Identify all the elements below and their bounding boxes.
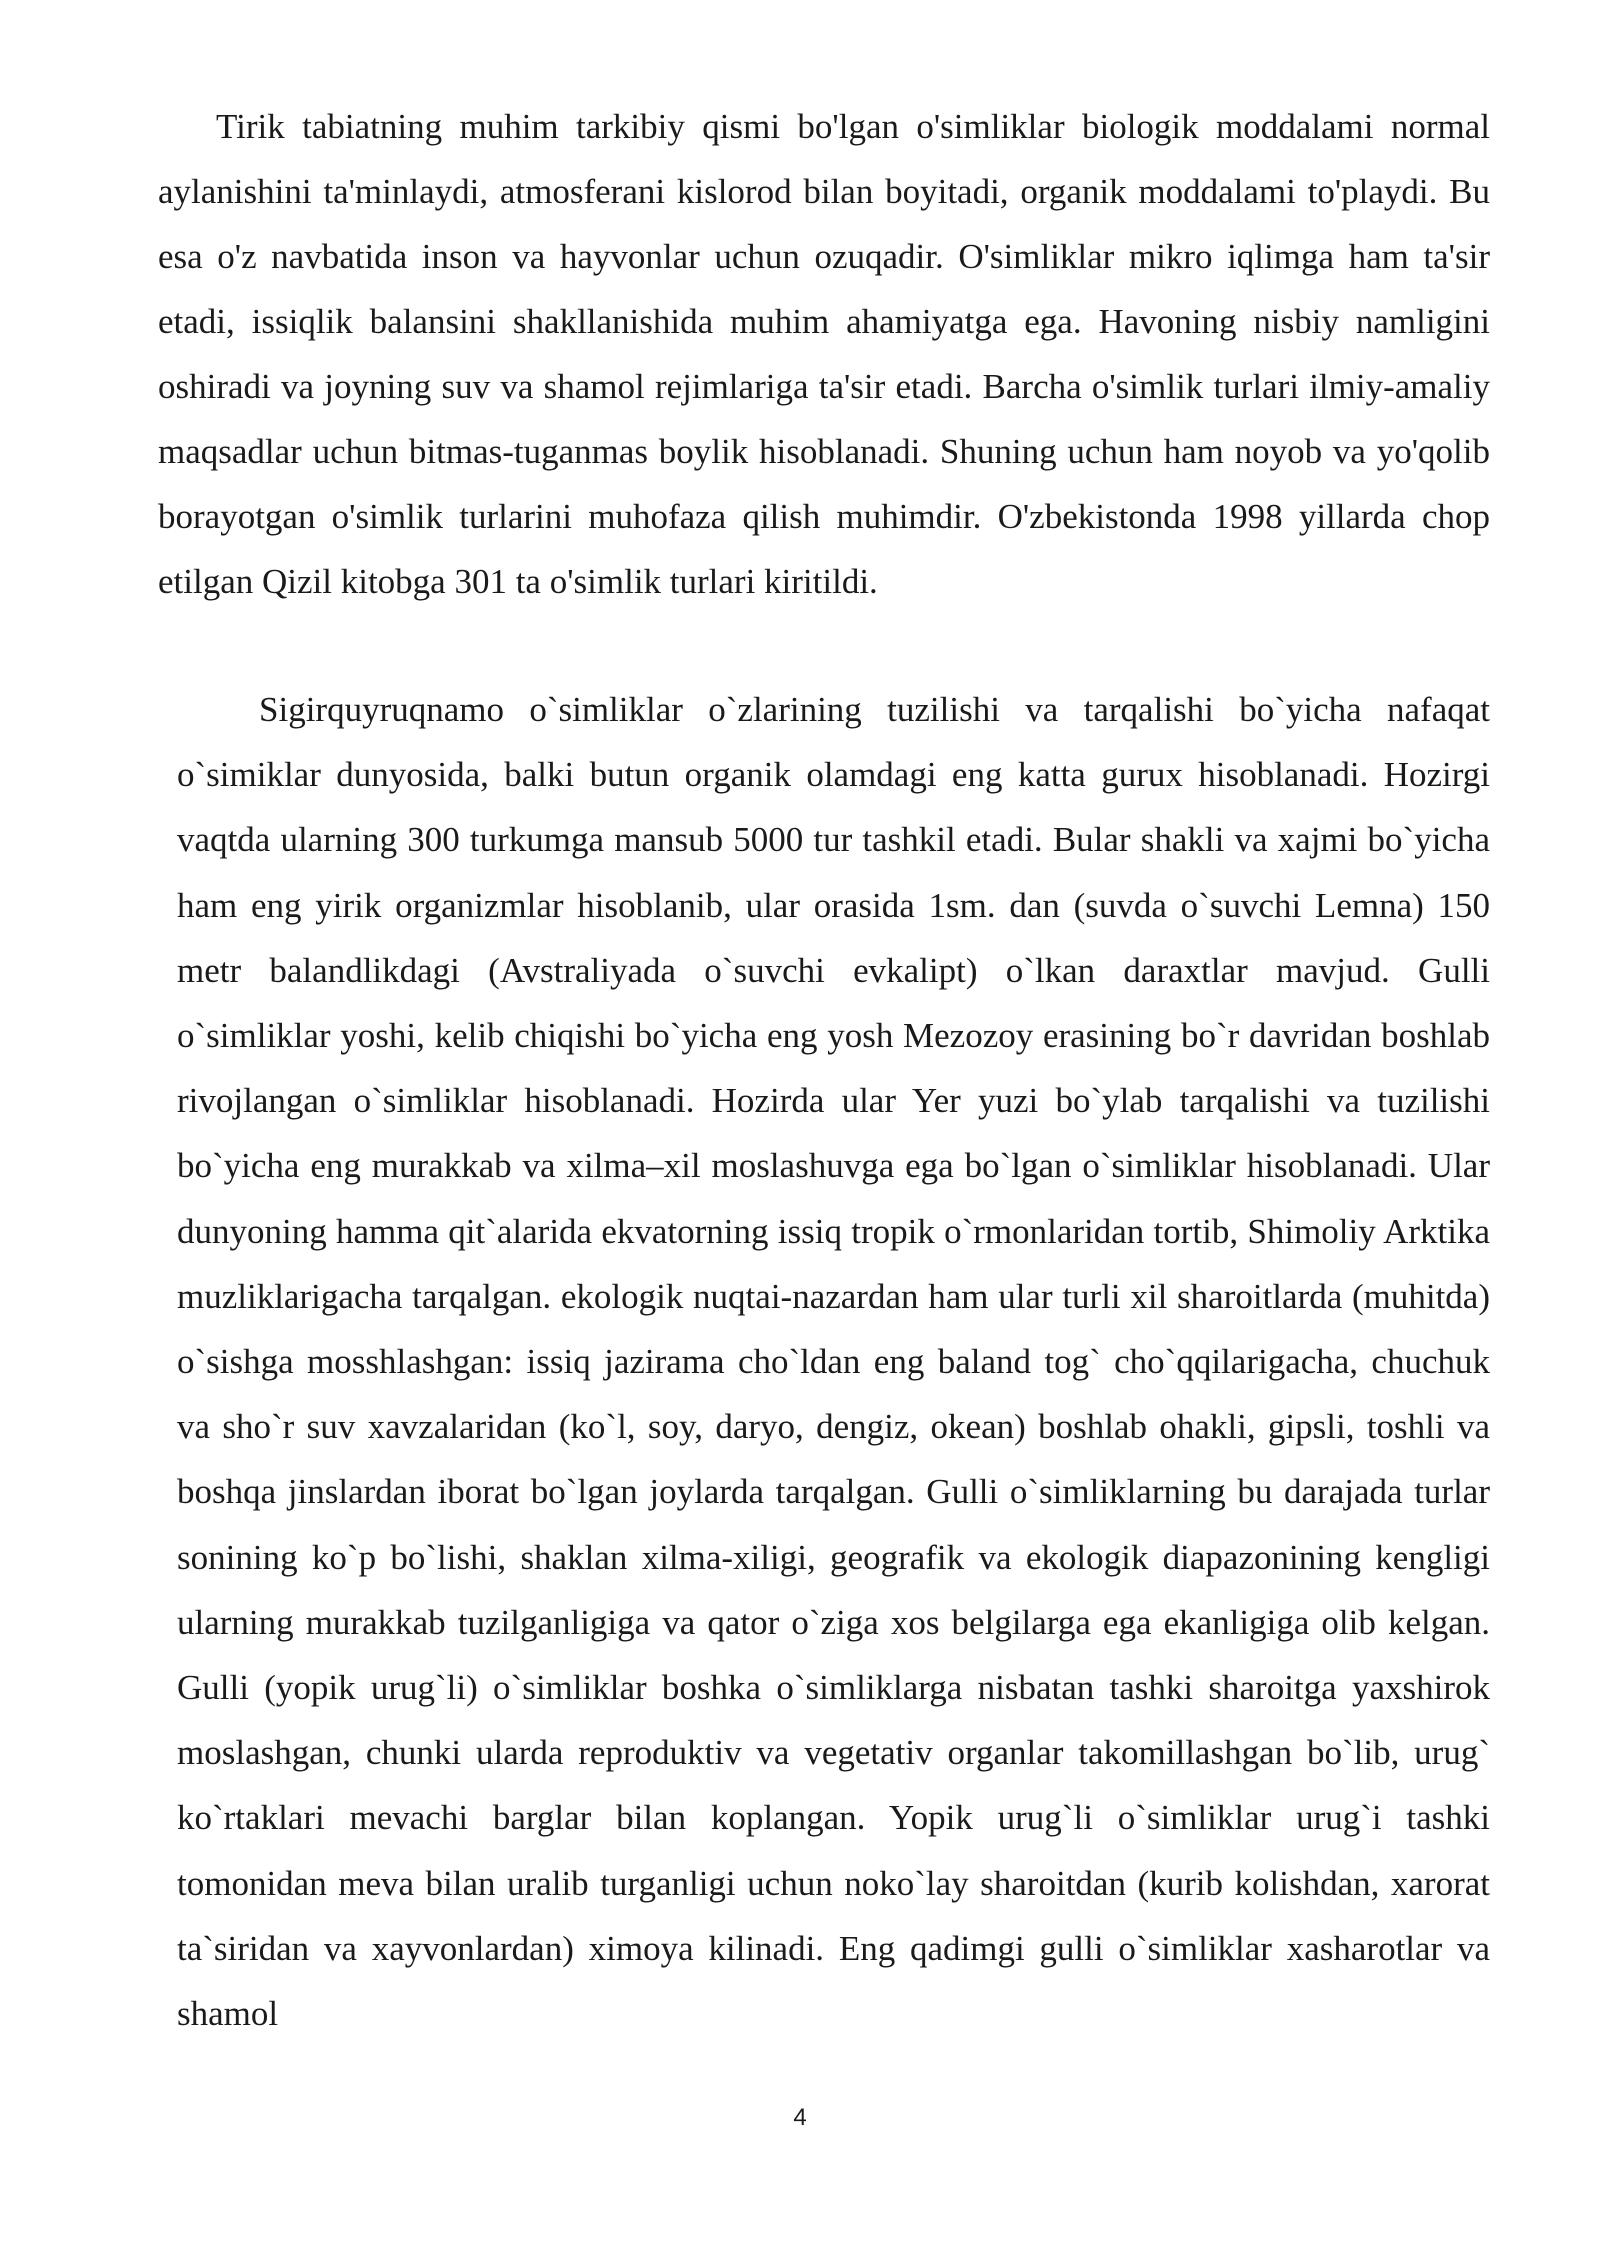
paragraph-flowering-plants: Sigirquyruqnamo o`simliklar o`zlarining tuzilishi va tarqalishi bo`yicha nafaqat o`simiklar dunyosida, balki butun organik olamdagi eng katta gurux hisoblanadi. Hozirgi vaqtda ularning 300 turkumga mansub 5000 tur tashkil etadi. Bular shakli va xajmi bo`yicha ham eng yirik organizmlar hisoblanib, ular orasida 1sm. dan (suvda o`suvchi Lemna) 150 metr balandlikdagi (Avstraliyada o`suvchi evkalipt) o`lkan daraxtlar mavjud. Gulli o`simliklar yoshi, kelib chiqishi bo`yicha eng yosh Mezozoy erasining bo`r davridan boshlab rivojlangan o`simliklar hisoblanadi. Hozirda ular Yer yuzi bo`ylab tarqalishi va tuzilishi bo`yicha eng murakkab va xilma–xil moslashuvga ega bo`lgan o`simliklar hisoblanadi. Ular dunyoning hamma qit`alarida ekvatorning issiq tropik o`rmonlaridan tortib, Shimoliy Arktika muzliklarigacha tarqalgan. ekologik nuqtai-nazardan ham ular turli xil sharoitlarda (muhitda) o`sishga mosshlashgan: issiq jazirama cho`ldan eng baland tog` cho`qqilarigacha, chuchuk va sho`r suv xavzalaridan (ko`l, soy, daryo, dengiz, okean) boshlab ohakli, gipsli, toshli va boshqa jinslardan iborat bo`lgan joylarda tarqalgan. Gulli o`simliklarning bu darajada turlar sonining ko`p bo`lishi, shaklan xilma-xiligi, geografik va ekologik diapazonining kengligi ularning murakkab tuzilganligiga va qator o`ziga xos belgilarga ega ekanligiga olib kelgan. Gulli (yopik urug`li) o`simliklar boshka o`simliklarga nisbatan tashki sharoitga yaxshirok moslashgan, chunki ularda reproduktiv va vegetativ organlar takomillashgan bo`lib, urug` ko`rtaklari mevachi barglar bilan koplangan. Yopik urug`li o`simliklar urug`i tashki tomonidan meva bilan uralib turganligi uchun noko`lay sharoitdan (kurib kolishdan, xarorat ta`siridan va xayvonlardan) ximoya kilinadi. Eng qadimgi gulli o`simliklar xasharotlar va shamol <box>177 690 1490 2034</box>
page-number: 4 <box>793 2104 807 2131</box>
paragraph-plant-importance: Tirik tabiatning muhim tarkibiy qismi bo'lgan o'simliklar biologik moddalami normal aylanishini ta'minlaydi, atmosferani kislorod bilan boyitadi, organik moddalami to'playdi. Bu esa o'z navbatida inson va hayvonlar uchun ozuqadir. O'simliklar mikro iqlimga ham ta'sir etadi, issiqlik balansini shakllanishida muhim ahamiyatga ega. Havoning nisbiy namligini oshiradi va joyning suv va shamol rejimlariga ta'sir etadi. Barcha o'simlik turlari ilmiy-amaliy maqsadlar uchun bitmas-tuganmas boylik hisoblanadi. Shuning uchun ham noyob va yo'qolib borayotgan o'simlik turlarini muhofaza qilish muhimdir. O'zbekistonda 1998 yillarda chop etilgan Qizil kitobga 301 ta o'simlik turlari kiritildi. <box>158 107 1490 601</box>
